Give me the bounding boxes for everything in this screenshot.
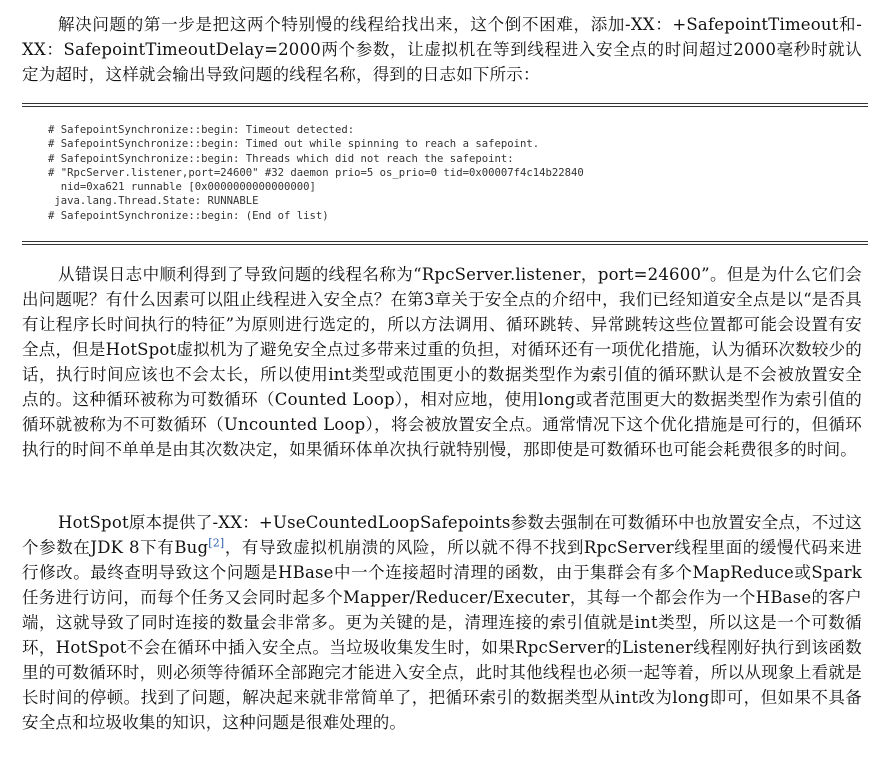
paragraph-hbase-fix-part-1: HotSpot原本提供了-XX：+UseCountedLoopSafepoints参数去强制在可数循环中也放置安全点，不过这个参数在JDK 8下有Bug — [22, 513, 862, 557]
paragraph-hbase-fix-part-2: ，有导致虚拟机崩溃的风险，所以就不得不找到RpcServer线程里面的缓慢代码来进行修改。最终查明导致这个问题是HBase中一个连接超时清理的函数，由于集群会有多个MapReduce或Spark任务进行访问，而每个任务又会同时起多个Mapper/Reducer/Executer，其每一个都会作为一个HBase的客户端，这就导致了同时连接的数量会非常多。更为关键的是，清理连接的索引值就是int类型，所以这是一个可数循环，HotSpot不会在循环中插入安全点。当垃圾收集发生时，如果RpcServer的Listener线程刚好执行到该函数里的可数循环时，则必须等待循环全部跑完才能进入安全点，此时其他线程也必须一起等着，所以从现象上看就是长时间的停顿。找到了问题，解决起来就非常简单了，把循环索引的数据类型从int改为long即可，但如果不具备安全点和垃圾收集的知识，这种问题是很难处理的。 — [22, 538, 862, 732]
paragraph-find-slow-threads: 解决问题的第一步是把这两个特别慢的线程给找出来，这个倒不困难，添加-XX：+SafepointTimeout和-XX：SafepointTimeoutDelay=2000两个参数，让虚拟机在等到线程进入安全点的时间超过2000毫秒时就认定为超时，这样就会输出导致问题的线程名称，得到的日志如下所示： — [22, 15, 862, 84]
safepoint-log-output: # SafepointSynchronize::begin: Timeout detected: # SafepointSynchronize::begin: Timed out while spinning to reach a safepoint. # SafepointSynchronize::begin: Threads which did not reach the safepoint: # "RpcServer.listener,port=24600" #32 daemon prio=5 os_prio=0 tid=0x00007f4c14b22840 nid=0xa621 runnable [0x0000000000000000] java.lang.Thread.State: RUNNABLE # SafepointSynchronize::begin: (End of list) — [48, 124, 584, 222]
code-block-top-rule — [22, 103, 868, 107]
paragraph-counted-loop-explanation: 从错误日志中顺利得到了导致问题的线程名称为“RpcServer.listener，port=24600”。但是为什么它们会出问题呢？有什么因素可以阻止线程进入安全点？在第3章关于安全点的介绍中，我们已经知道安全点是以“是否具有让程序长时间执行的特征”为原则进行选定的，所以方法调用、循环跳转、异常跳转这些位置都可能会设置有安全点，但是HotSpot虚拟机为了避免安全点过多带来过重的负担，对循环还有一项优化措施，认为循环次数较少的话，执行时间应该也不会太长，所以使用int类型或范围更小的数据类型作为索引值的循环默认是不会被放置安全点的。这种循环被称为可数循环（Counted Loop），相对应地，使用long或者范围更大的数据类型作为索引值的循环就被称为不可数循环（Uncounted Loop），将会被放置安全点。通常情况下这个优化措施是可行的，但循环执行的时间不单单是由其次数决定，如果循环体单次执行就特别慢，那即使是可数循环也可能会耗费很多的时间。 — [22, 265, 862, 459]
paragraph-hbase-fix — [22, 510, 862, 735]
code-block — [22, 103, 868, 246]
code-block-bottom-rule — [22, 241, 868, 245]
footnote-reference-link[interactable]: [2] — [208, 536, 225, 550]
